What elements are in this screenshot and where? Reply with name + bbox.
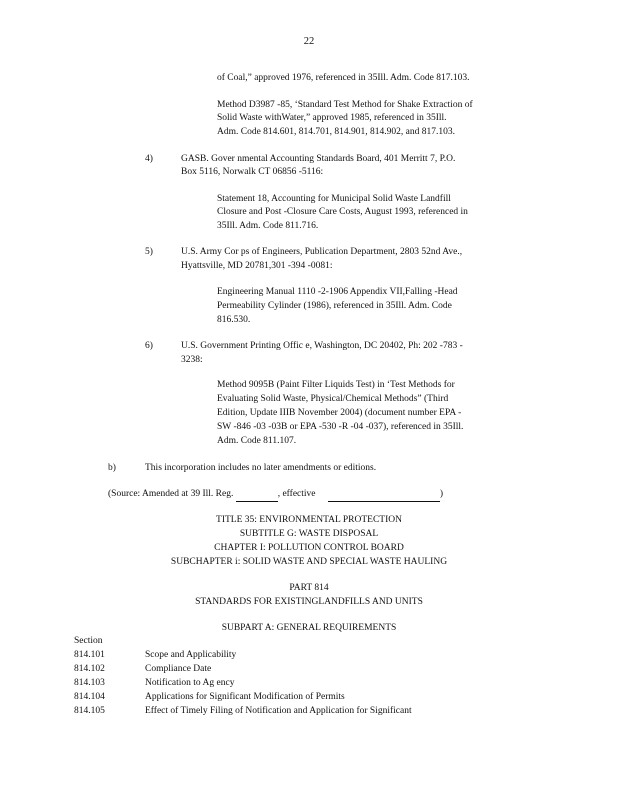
paragraph-line: Statement 18, Accounting for Municipal Solid Waste Landfill <box>217 194 451 204</box>
part-title: STANDARDS FOR EXISTINGLANDFILLS AND UNITS <box>195 597 423 607</box>
paragraph-line: Adm. Code 811.107. <box>217 436 297 446</box>
section-title: Compliance Date <box>145 664 212 674</box>
list-item-line: Box 5116, Norwalk CT 06856 -5116: <box>181 167 324 177</box>
subchapter-heading: SUBCHAPTER i: SOLID WASTE AND SPECIAL WASTE HAULING <box>170 557 448 567</box>
paragraph-line: SW -846 -03 -03B or EPA -530 -R -04 -037), referenced in 35Ill. <box>217 422 464 432</box>
paragraph-line: Engineering Manual 1110 -2-1906 Appendix VII,Falling -Head <box>217 287 458 297</box>
section-title: Applications for Significant Modification of Permits <box>145 692 345 702</box>
source-blank-reg <box>236 490 278 502</box>
list-item-line: This incorporation includes no later amendments or editions. <box>145 463 377 473</box>
paragraph-line: Solid Waste withWater,” approved 1985, referenced in 35Ill. <box>217 113 447 123</box>
list-item-number: b) <box>108 463 116 473</box>
paragraph-line: Edition, Update IIIB November 2004) (document number EPA - <box>217 408 462 418</box>
paragraph-line: 816.530. <box>217 315 251 325</box>
subpart-heading: SUBPART A: GENERAL REQUIREMENTS <box>221 623 397 633</box>
source-note <box>108 488 443 502</box>
paragraph-line: Evaluating Solid Waste, Physical/Chemical Methods” (Third <box>217 394 449 404</box>
part-heading: PART 814 <box>289 583 329 593</box>
list-item-line: U.S. Army Cor ps of Engineers, Publication Department, 2803 52nd Ave., <box>181 247 463 257</box>
section-title: Effect of Timely Filing of Notification and Application for Significant <box>145 706 412 716</box>
section-title: Scope and Applicability <box>145 650 237 660</box>
paragraph-line: 35Ill. Adm. Code 811.716. <box>217 221 319 231</box>
section-title: Notification to Ag ency <box>145 678 235 688</box>
list-item-line: U.S. Government Printing Offic e, Washington, DC 20402, Ph: 202 -783 - <box>181 341 463 351</box>
list-item-line: Hyattsville, MD 20781,301 -394 -0081: <box>181 261 333 271</box>
source-suffix: ) <box>439 489 444 499</box>
section-number: 814.103 <box>74 678 105 688</box>
title-heading: TITLE 35: ENVIRONMENTAL PROTECTION <box>216 515 402 525</box>
paragraph-line: of Coal,” approved 1976, referenced in 35Ill. Adm. Code 817.103. <box>217 73 470 83</box>
source-blank-effective <box>328 490 440 502</box>
paragraph-line: Adm. Code 814.601, 814.701, 814.901, 814.902, and 817.103. <box>217 127 456 137</box>
paragraph-line: Method D3987 -85, ‘Standard Test Method for Shake Extraction of <box>217 100 473 110</box>
chapter-heading: CHAPTER I: POLLUTION CONTROL BOARD <box>214 543 404 553</box>
list-item-number: 5) <box>145 247 153 257</box>
section-label: Section <box>74 636 103 646</box>
paragraph-line: Closure and Post -Closure Care Costs, August 1993, referenced in <box>217 207 468 217</box>
page-number: 22 <box>303 36 315 47</box>
list-item-line: GASB. Gover nmental Accounting Standards Board, 401 Merritt 7, P.O. <box>181 154 456 164</box>
source-prefix: (Source: Amended at 39 Ill. Reg. <box>108 489 234 499</box>
section-number: 814.104 <box>74 692 105 702</box>
subtitle-heading: SUBTITLE G: WASTE DISPOSAL <box>239 529 379 539</box>
section-number: 814.102 <box>74 664 105 674</box>
list-item-number: 6) <box>145 341 153 351</box>
paragraph-line: Method 9095B (Paint Filter Liquids Test) in ‘Test Methods for <box>217 380 455 390</box>
section-number: 814.105 <box>74 706 105 716</box>
paragraph-line: Permeability Cylinder (1986), referenced in 35Ill. Adm. Code <box>217 301 452 311</box>
list-item-number: 4) <box>145 154 153 164</box>
source-mid: , effective <box>277 489 316 499</box>
section-number: 814.101 <box>74 650 105 660</box>
list-item-line: 3238: <box>181 355 203 365</box>
